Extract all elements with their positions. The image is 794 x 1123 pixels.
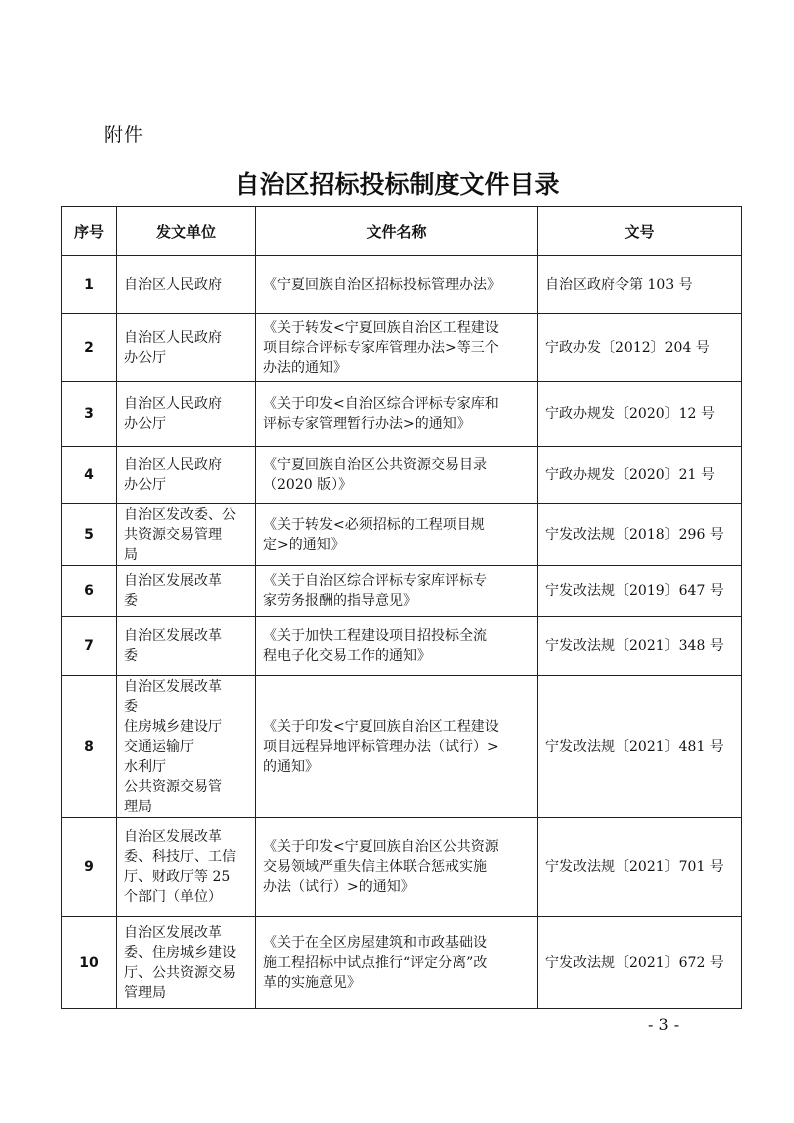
row-document-name: 《关于加快工程建设项目招投标全流 程电子化交易工作的通知》 bbox=[256, 617, 538, 676]
row-document-name: 《关于转发<宁夏回族自治区工程建设 项目综合评标专家库管理办法>等三个 办法的通知》 bbox=[256, 314, 538, 382]
row-no: 2 bbox=[62, 314, 117, 382]
row-document-number: 宁发改法规〔2019〕647 号 bbox=[538, 566, 742, 617]
row-document-number: 宁发改法规〔2021〕481 号 bbox=[538, 676, 742, 818]
header-issuing-unit: 发文单位 bbox=[117, 207, 256, 256]
row-issuing-unit: 自治区人民政府 办公厅 bbox=[117, 447, 256, 504]
row-issuing-unit: 自治区人民政府 bbox=[117, 256, 256, 314]
row-no: 6 bbox=[62, 566, 117, 617]
row-no: 4 bbox=[62, 447, 117, 504]
row-document-name: 《关于印发<自治区综合评标专家库和 评标专家管理暂行办法>的通知》 bbox=[256, 382, 538, 447]
table-row bbox=[62, 447, 742, 504]
attachment-label: 附件 bbox=[104, 124, 145, 146]
row-document-number: 自治区政府令第 103 号 bbox=[538, 256, 742, 314]
row-no: 1 bbox=[62, 256, 117, 314]
page-number: - 3 - bbox=[648, 1015, 680, 1034]
row-issuing-unit: 自治区发展改革 委、科技厅、工信 厅、财政厅等 25 个部门（单位） bbox=[117, 818, 256, 917]
table-row bbox=[62, 504, 742, 566]
row-document-name: 《宁夏回族自治区公共资源交易目录 （2020 版）》 bbox=[256, 447, 538, 504]
table-row bbox=[62, 566, 742, 617]
row-document-name: 《宁夏回族自治区招标投标管理办法》 bbox=[256, 256, 538, 314]
table-row bbox=[62, 382, 742, 447]
row-document-number: 宁政办发〔2012〕204 号 bbox=[538, 314, 742, 382]
row-issuing-unit: 自治区发展改革 委 bbox=[117, 566, 256, 617]
row-no: 7 bbox=[62, 617, 117, 676]
row-issuing-unit: 自治区人民政府 办公厅 bbox=[117, 314, 256, 382]
row-no: 10 bbox=[62, 917, 117, 1009]
row-no: 3 bbox=[62, 382, 117, 447]
row-issuing-unit: 自治区人民政府 办公厅 bbox=[117, 382, 256, 447]
row-document-number: 宁发改法规〔2021〕672 号 bbox=[538, 917, 742, 1009]
table-row bbox=[62, 917, 742, 1009]
header-document-name: 文件名称 bbox=[256, 207, 538, 256]
header-no: 序号 bbox=[62, 207, 117, 256]
table-row bbox=[62, 256, 742, 314]
table-row bbox=[62, 818, 742, 917]
row-document-number: 宁发改法规〔2021〕701 号 bbox=[538, 818, 742, 917]
row-document-name: 《关于自治区综合评标专家库评标专 家劳务报酬的指导意见》 bbox=[256, 566, 538, 617]
row-no: 9 bbox=[62, 818, 117, 917]
row-document-name: 《关于印发<宁夏回族自治区公共资源 交易领域严重失信主体联合惩戒实施 办法（试行）>的通知》 bbox=[256, 818, 538, 917]
row-issuing-unit: 自治区发展改革 委 bbox=[117, 617, 256, 676]
row-document-number: 宁发改法规〔2018〕296 号 bbox=[538, 504, 742, 566]
row-document-name: 《关于转发<必须招标的工程项目规 定>的通知》 bbox=[256, 504, 538, 566]
row-document-name: 《关于印发<宁夏回族自治区工程建设 项目远程异地评标管理办法（试行）> 的通知》 bbox=[256, 676, 538, 818]
table-row bbox=[62, 676, 742, 818]
row-no: 8 bbox=[62, 676, 117, 818]
table-row bbox=[62, 314, 742, 382]
row-issuing-unit: 自治区发展改革 委 住房城乡建设厅 交通运输厅 水利厅 公共资源交易管 理局 bbox=[117, 676, 256, 818]
row-document-number: 宁发改法规〔2021〕348 号 bbox=[538, 617, 742, 676]
row-document-number: 宁政办规发〔2020〕12 号 bbox=[538, 382, 742, 447]
row-document-number: 宁政办规发〔2020〕21 号 bbox=[538, 447, 742, 504]
row-issuing-unit: 自治区发改委、公 共资源交易管理 局 bbox=[117, 504, 256, 566]
row-issuing-unit: 自治区发展改革 委、住房城乡建设 厅、公共资源交易 管理局 bbox=[117, 917, 256, 1009]
row-no: 5 bbox=[62, 504, 117, 566]
row-document-name: 《关于在全区房屋建筑和市政基础设 施工程招标中试点推行“评定分离”改 革的实施意见》 bbox=[256, 917, 538, 1009]
header-document-number: 文号 bbox=[538, 207, 742, 256]
table-row bbox=[62, 617, 742, 676]
document-title: 自治区招标投标制度文件目录 bbox=[234, 170, 560, 199]
table-header-row bbox=[62, 207, 742, 256]
document-list-table bbox=[61, 206, 742, 1009]
